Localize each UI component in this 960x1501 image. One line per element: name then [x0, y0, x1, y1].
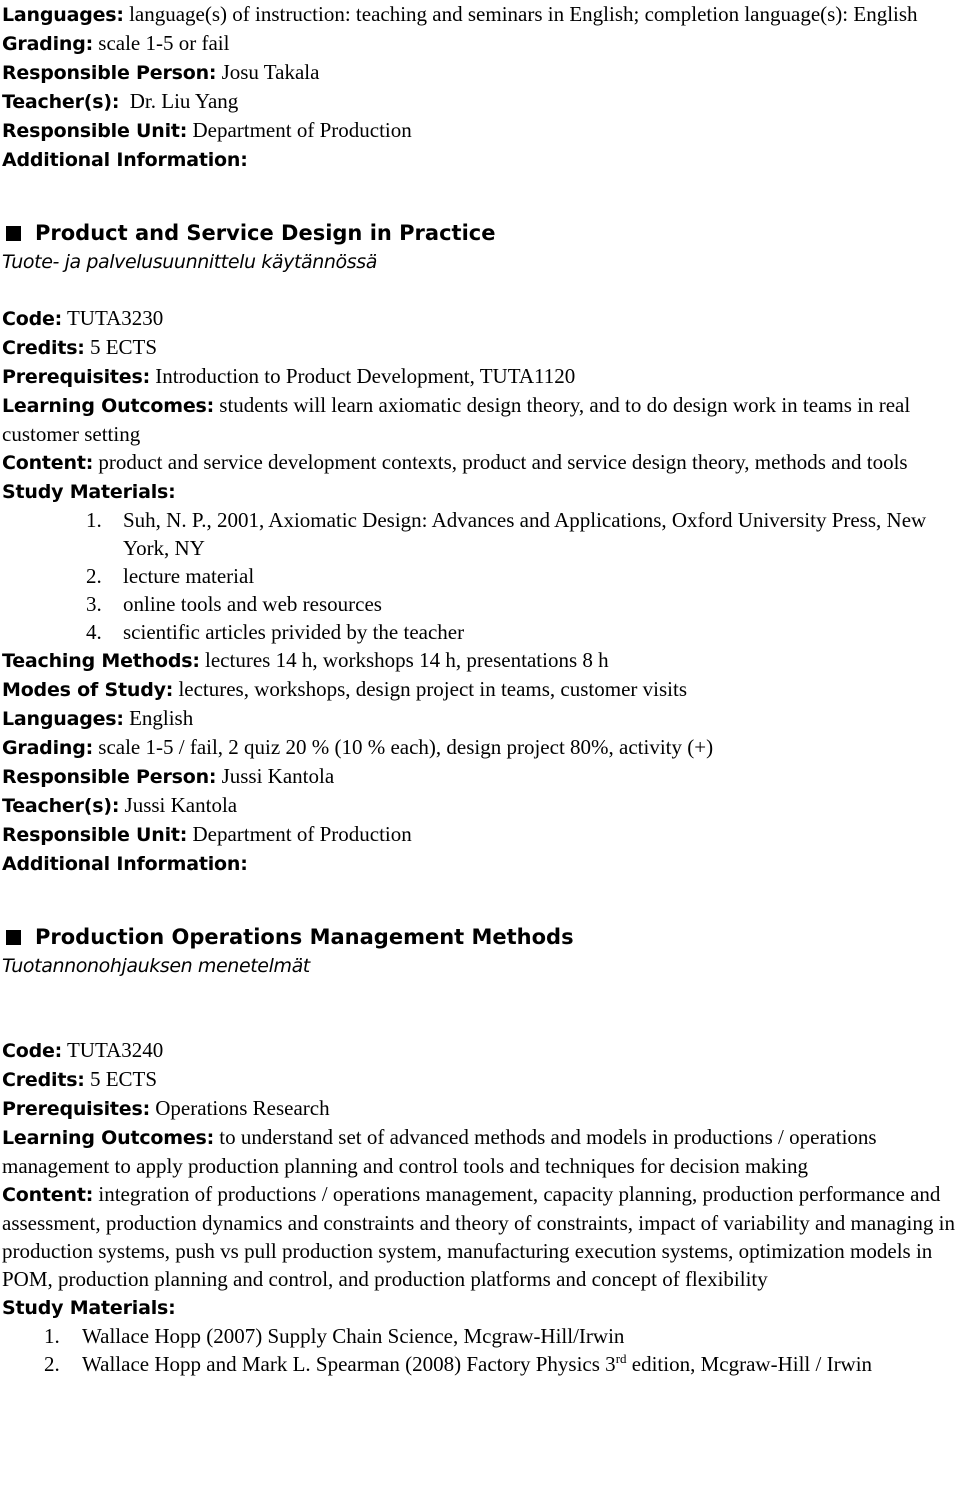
list-item-text: lecture material	[123, 564, 255, 588]
teachers-label: Teacher(s):	[2, 91, 120, 113]
square-bullet-icon	[6, 226, 21, 241]
grading-value: scale 1-5 or fail	[98, 31, 230, 55]
credits-value: 5 ECTS	[89, 335, 158, 359]
grading-row	[2, 733, 958, 762]
list-item	[2, 562, 958, 590]
prerequisites-row	[2, 1094, 958, 1123]
modes-of-study-label: Modes of Study:	[2, 679, 174, 701]
spacer	[2, 276, 958, 304]
content-row	[2, 448, 958, 477]
additional-info-row	[2, 849, 958, 878]
course-heading	[2, 218, 958, 248]
course-subtitle: Tuote- ja palvelusuunnittelu käytännössä	[2, 251, 378, 273]
teachers-row	[2, 791, 958, 820]
learning-outcomes-label: Learning Outcomes:	[2, 395, 215, 417]
list-number: 2.	[44, 1352, 60, 1376]
code-label: Code:	[2, 308, 63, 330]
study-materials-label: Study Materials:	[2, 481, 176, 503]
section-spacer	[2, 174, 958, 218]
study-materials-list	[2, 1322, 958, 1378]
prerequisites-value: Introduction to Product Development, TUTA1120	[155, 364, 576, 388]
responsible-person-label: Responsible Person:	[2, 766, 217, 788]
teachers-row	[2, 87, 958, 116]
modes-of-study-value: lectures, workshops, design project in teams, customer visits	[178, 677, 688, 701]
list-number: 4.	[86, 620, 102, 644]
languages-row	[2, 704, 958, 733]
credits-label: Credits:	[2, 1069, 85, 1091]
teaching-methods-label: Teaching Methods:	[2, 650, 200, 672]
modes-of-study-row	[2, 675, 958, 704]
code-value: TUTA3230	[66, 306, 164, 330]
learning-outcomes-row	[2, 391, 958, 448]
square-bullet-icon	[6, 930, 21, 945]
additional-info-label: Additional Information:	[2, 149, 248, 171]
study-materials-row	[2, 477, 958, 506]
list-number: 1.	[44, 1324, 60, 1348]
grading-label: Grading:	[2, 737, 94, 759]
teaching-methods-row	[2, 646, 958, 675]
responsible-person-row	[2, 58, 958, 87]
credits-label: Credits:	[2, 337, 85, 359]
previous-course-section	[2, 0, 958, 174]
languages-value: English	[129, 706, 194, 730]
prerequisites-label: Prerequisites:	[2, 1098, 150, 1120]
languages-label: Languages:	[2, 708, 124, 730]
responsible-unit-label: Responsible Unit:	[2, 120, 188, 142]
responsible-unit-row	[2, 116, 958, 145]
list-item-text: Wallace Hopp and Mark L. Spearman (2008) Factory Physics 3	[82, 1352, 616, 1376]
credits-value: 5 ECTS	[89, 1067, 158, 1091]
responsible-unit-value: Department of Production	[192, 822, 412, 846]
prerequisites-value: Operations Research	[155, 1096, 330, 1120]
grading-value: scale 1-5 / fail, 2 quiz 20 % (10 % each), design project 80%, activity (+)	[98, 735, 714, 759]
study-materials-row	[2, 1293, 958, 1322]
list-item	[2, 618, 958, 646]
course-subtitle: Tuotannonohjauksen menetelmät	[2, 955, 310, 977]
credits-row	[2, 333, 958, 362]
list-item-text: online tools and web resources	[123, 592, 382, 616]
credits-row	[2, 1065, 958, 1094]
prerequisites-row	[2, 362, 958, 391]
content-label: Content:	[2, 452, 94, 474]
responsible-unit-row	[2, 820, 958, 849]
teachers-label: Teacher(s):	[2, 795, 120, 817]
prerequisites-label: Prerequisites:	[2, 366, 150, 388]
list-item-text: Suh, N. P., 2001, Axiomatic Design: Advances and Applications, Oxford University Press, New York, NY	[123, 508, 927, 560]
grading-label: Grading:	[2, 33, 94, 55]
list-item	[2, 1322, 958, 1350]
content-label: Content:	[2, 1184, 94, 1206]
content-value: integration of productions / operations management, capacity planning, production performance and assessment, production dynamics and constraints and theory of constraints, impact of variability and managing in production systems, push vs pull production system, manufacturing execution systems, optimization models in POM, production planning and control, and production platforms and concept of flexibility	[2, 1182, 955, 1291]
learning-outcomes-row	[2, 1123, 958, 1180]
list-item	[2, 1350, 958, 1378]
section-spacer	[2, 878, 958, 922]
course-title: Product and Service Design in Practice	[35, 221, 496, 245]
responsible-person-row	[2, 762, 958, 791]
content-value: product and service development contexts, product and service design theory, methods and tools	[98, 450, 908, 474]
code-label: Code:	[2, 1040, 63, 1062]
learning-outcomes-label: Learning Outcomes:	[2, 1127, 215, 1149]
study-materials-label: Study Materials:	[2, 1297, 176, 1319]
study-materials-list	[2, 506, 958, 646]
responsible-unit-label: Responsible Unit:	[2, 824, 188, 846]
code-row	[2, 304, 958, 333]
responsible-unit-value: Department of Production	[192, 118, 412, 142]
languages-label: Languages:	[2, 4, 124, 26]
list-number: 2.	[86, 564, 102, 588]
content-row	[2, 1180, 958, 1293]
responsible-person-value: Josu Takala	[221, 60, 320, 84]
code-value: TUTA3240	[66, 1038, 164, 1062]
list-item-text: Wallace Hopp (2007) Supply Chain Science, Mcgraw-Hill/Irwin	[82, 1324, 625, 1348]
languages-value: language(s) of instruction: teaching and seminars in English; completion language(s): English	[129, 2, 918, 26]
course-heading	[2, 922, 958, 952]
course-section-tuta3230	[2, 218, 958, 878]
course-title: Production Operations Management Methods	[35, 925, 574, 949]
list-number: 3.	[86, 592, 102, 616]
teaching-methods-value: lectures 14 h, workshops 14 h, presentations 8 h	[205, 648, 609, 672]
spacer	[2, 980, 958, 1036]
teachers-value: Jussi Kantola	[124, 793, 238, 817]
responsible-person-value: Jussi Kantola	[221, 764, 335, 788]
additional-info-row	[2, 145, 958, 174]
course-section-tuta3240	[2, 922, 958, 1378]
course-catalog-page	[2, 0, 958, 1378]
code-row	[2, 1036, 958, 1065]
responsible-person-label: Responsible Person:	[2, 62, 217, 84]
learning-outcomes-value: to understand set of advanced methods and models in productions / operations management to apply production planning and control tools and techniques for decision making	[2, 1125, 877, 1178]
list-item-text: scientific articles privided by the teacher	[123, 620, 465, 644]
ordinal-superscript: rd	[615, 1351, 627, 1366]
list-item-text-continued: edition, Mcgraw-Hill / Irwin	[626, 1352, 873, 1376]
list-item	[2, 506, 958, 562]
additional-info-label: Additional Information:	[2, 853, 248, 875]
list-item	[2, 590, 958, 618]
languages-row	[2, 0, 958, 29]
list-number: 1.	[86, 508, 102, 532]
teachers-value: Dr. Liu Yang	[129, 89, 239, 113]
grading-row	[2, 29, 958, 58]
learning-outcomes-value: students will learn axiomatic design theory, and to do design work in teams in real customer setting	[2, 393, 911, 446]
